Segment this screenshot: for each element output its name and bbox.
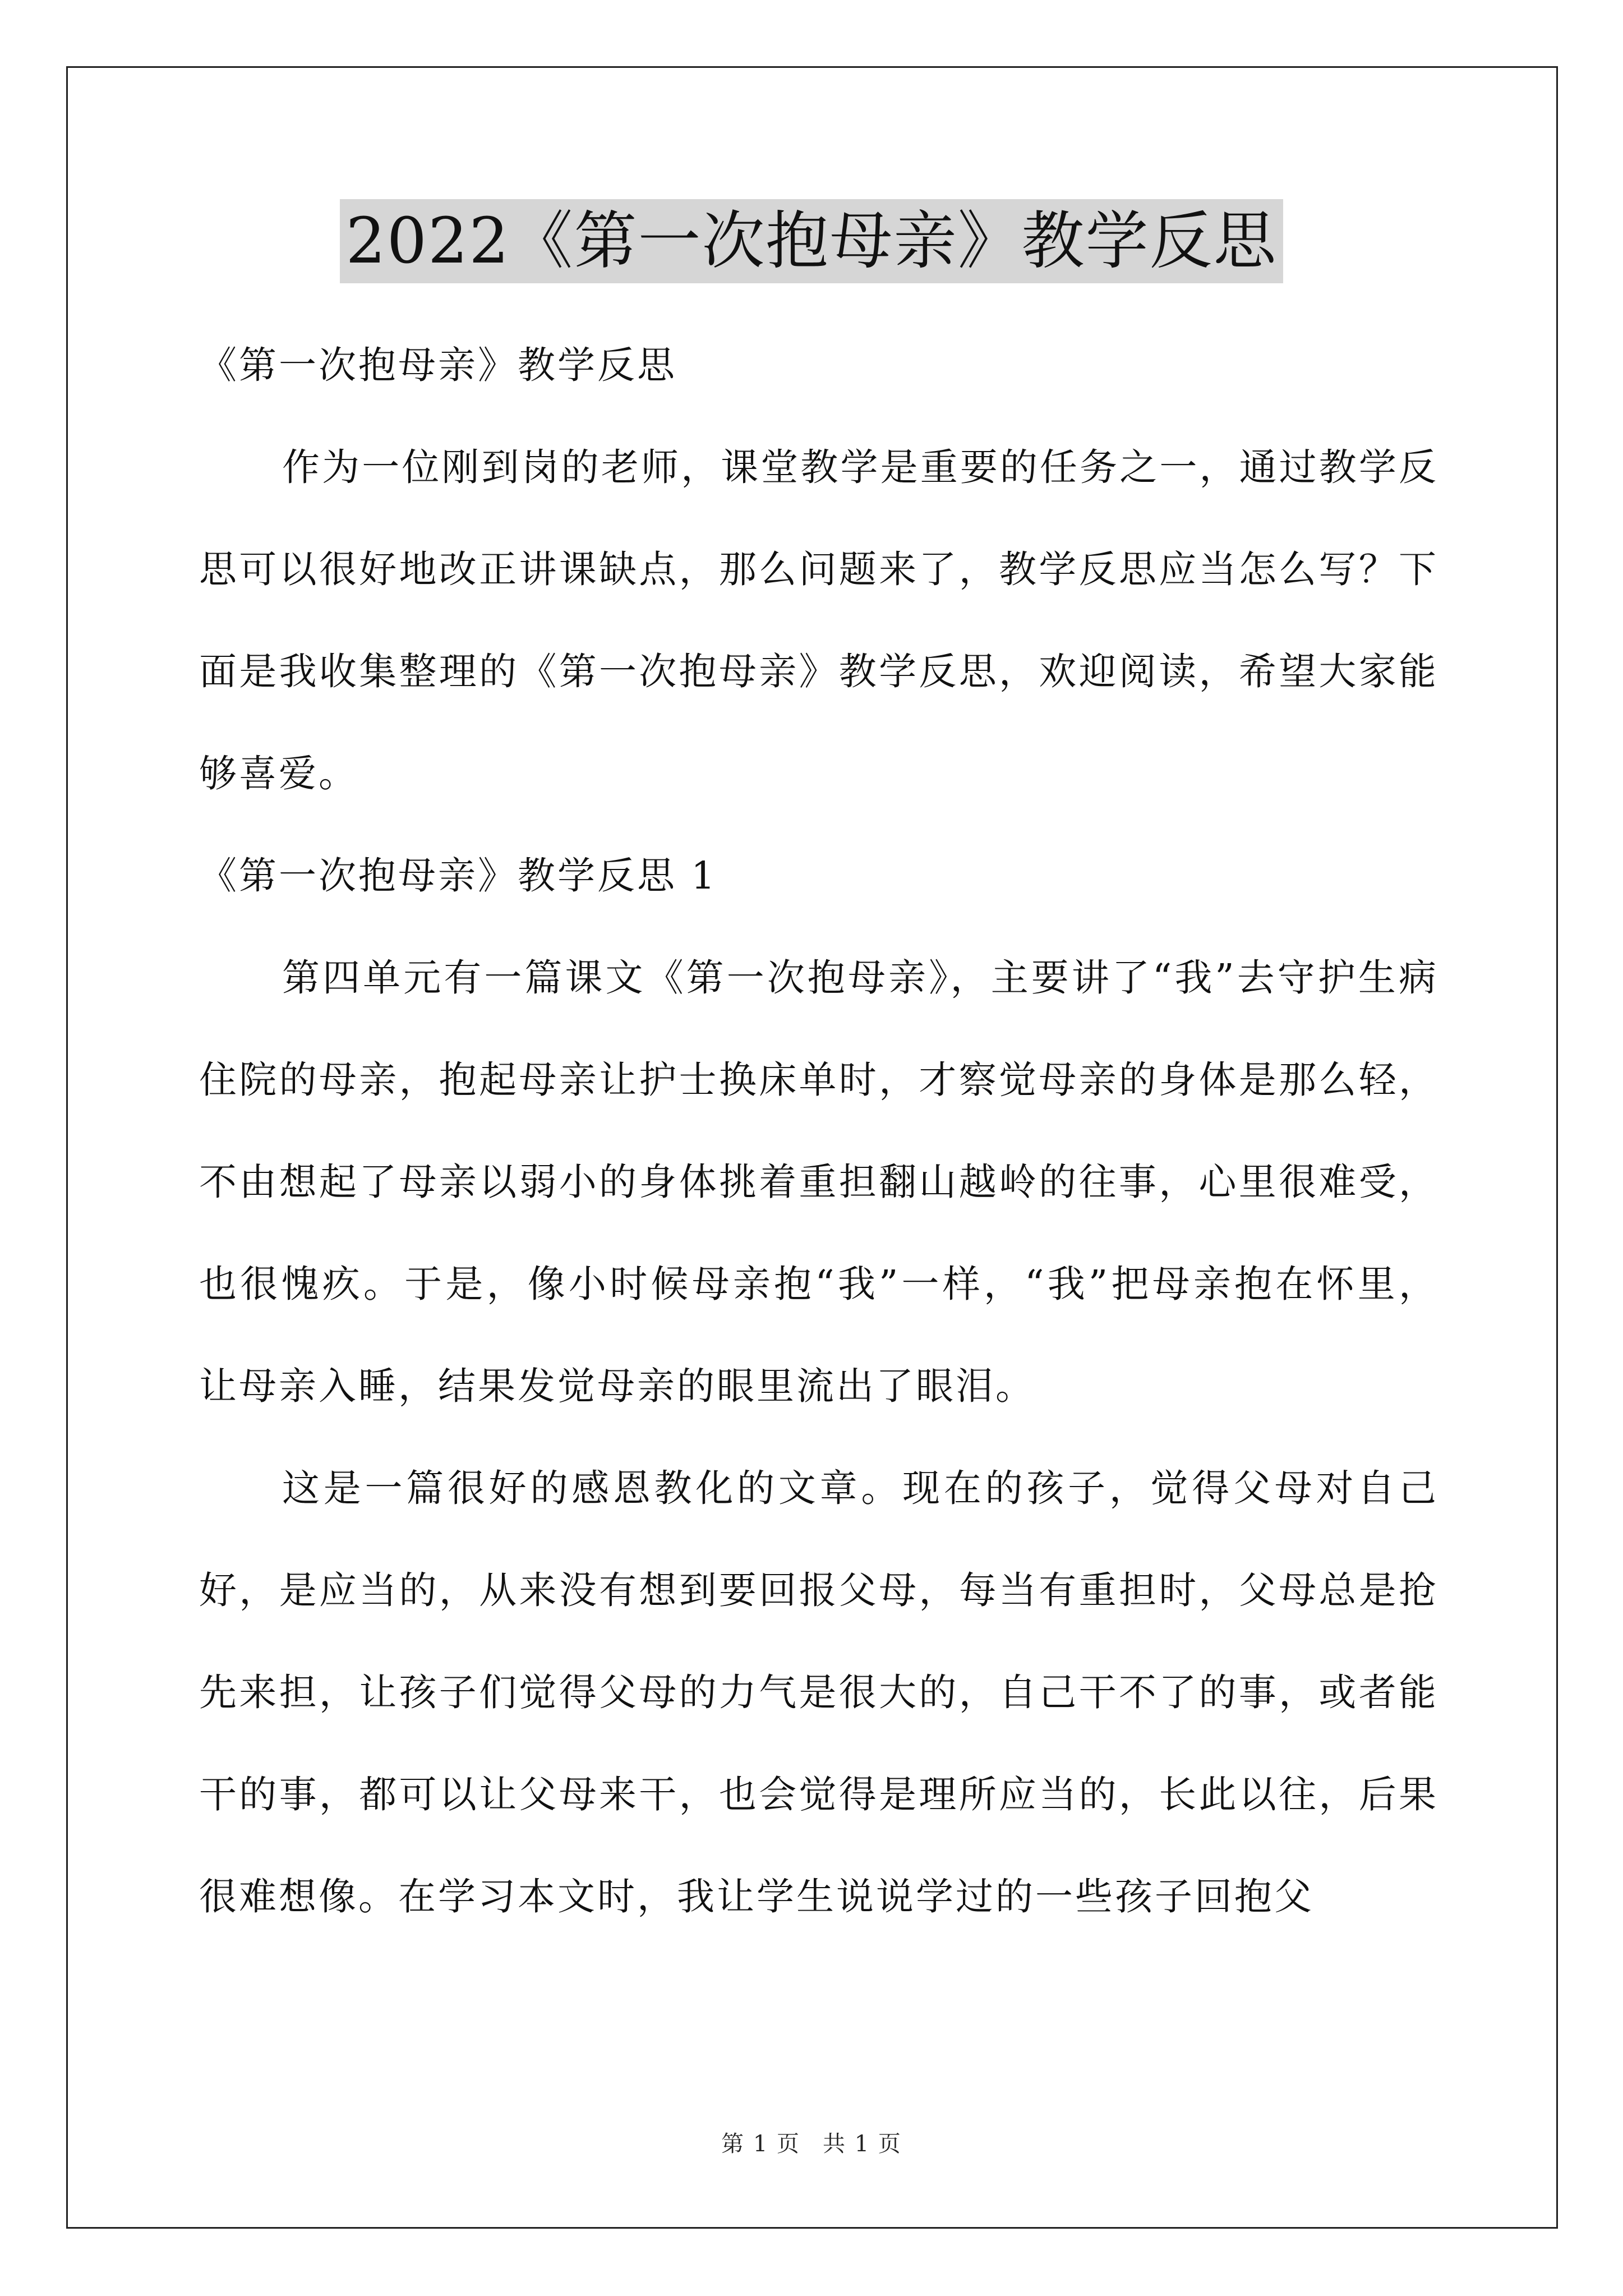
document-subtitle: 《第一次抱母亲》教学反思: [199, 343, 677, 387]
page-number: 第 1 页: [721, 2131, 800, 2157]
body-paragraph: 这是一篇很好的感恩教化的文章。现在的孩子，觉得父母对自己好，是应当的，从来没有想到要回报父母，每当有重担时，父母总是抢先来担，让孩子们觉得父母的力气是很大的，自己干不了的事，或者能干的事，都可以让父母来干，也会觉得是理所应当的，长此以往，后果很难想像。在学习本文时，我让学生说说学过的一些孩子回抱父: [199, 1466, 1438, 1918]
page-footer: [0, 2126, 1623, 2158]
title-block: [0, 199, 1623, 283]
document-body: [199, 314, 1438, 1948]
page-total: 共 1 页: [823, 2131, 902, 2157]
section-heading: 《第一次抱母亲》教学反思 1: [199, 854, 717, 898]
intro-paragraph: 作为一位刚到岗的老师，课堂教学是重要的任务之一，通过教学反思可以很好地改正讲课缺点，那么问题来了，教学反思应当怎么写？下面是我收集整理的《第一次抱母亲》教学反思，欢迎阅读，希望大家能够喜爱。: [199, 445, 1438, 795]
document-title: 2022《第一次抱母亲》教学反思: [340, 199, 1283, 283]
body-paragraph: 第四单元有一篇课文《第一次抱母亲》，主要讲了“我”去守护生病住院的母亲，抱起母亲让护士换床单时，才察觉母亲的身体是那么轻，不由想起了母亲以弱小的身体挑着重担翻山越岭的往事，心里很难受，也很愧疚。于是，像小时候母亲抱“我”一样，“我”把母亲抱在怀里，让母亲入睡，结果发觉母亲的眼里流出了眼泪。: [199, 956, 1438, 1408]
